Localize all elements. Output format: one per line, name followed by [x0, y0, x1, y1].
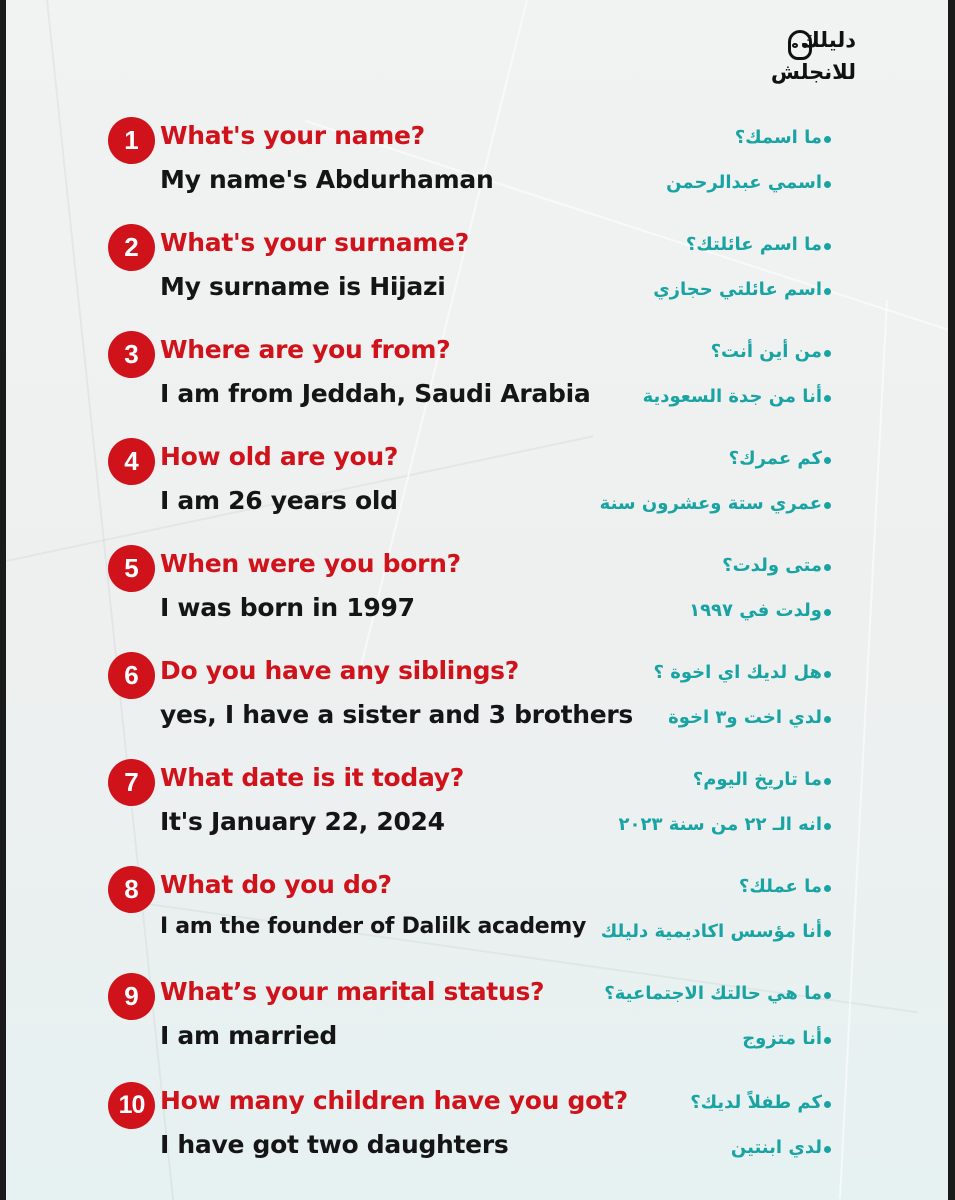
answer-text: I was born in 1997 [160, 593, 415, 622]
bullet-icon [824, 243, 831, 250]
qa-item [0, 864, 942, 964]
bullet-icon [824, 457, 831, 464]
answer-text: My name's Abdurhaman [160, 165, 494, 194]
qa-item [0, 1080, 942, 1180]
question-text: What do you do? [160, 870, 392, 899]
qa-item [0, 543, 942, 643]
number-badge: 4 [108, 438, 155, 485]
question-text: When were you born? [160, 549, 461, 578]
qa-item [0, 329, 942, 429]
arabic-question: ما اسمك؟ [734, 127, 822, 148]
number-badge: 1 [108, 117, 155, 164]
bullet-icon [824, 1037, 831, 1044]
arabic-question: متى ولدت؟ [722, 555, 822, 576]
arabic-question: ما عملك؟ [738, 876, 822, 897]
arabic-answer: انه الـ ٢٢ من سنة ٢٠٢٣ [618, 814, 822, 835]
bullet-icon [824, 288, 831, 295]
bullet-icon [824, 1146, 831, 1153]
arabic-question: ما تاريخ اليوم؟ [692, 769, 822, 790]
number-badge: 7 [108, 759, 155, 806]
bullet-icon [824, 502, 831, 509]
qa-item [0, 971, 942, 1071]
logo-text-line1: دليلك [800, 28, 856, 52]
number-badge: 2 [108, 224, 155, 271]
question-text: Where are you from? [160, 335, 451, 364]
number-badge: 8 [108, 866, 155, 913]
bullet-icon [824, 395, 831, 402]
bullet-icon [824, 778, 831, 785]
arabic-answer: أنا متزوج [742, 1028, 822, 1049]
arabic-question: من أين أنت؟ [710, 341, 822, 362]
bullet-icon [824, 181, 831, 188]
answer-text: I have got two daughters [160, 1130, 509, 1159]
number-badge: 9 [108, 973, 155, 1020]
question-text: What date is it today? [160, 763, 464, 792]
qa-item [0, 115, 942, 215]
arabic-question: هل لديك اي اخوة ؟ [653, 662, 822, 683]
arabic-answer: عمري ستة وعشرون سنة [599, 493, 822, 514]
arabic-answer: لدي ابنتين [730, 1137, 822, 1158]
arabic-question: ما اسم عائلتك؟ [685, 234, 822, 255]
bullet-icon [824, 671, 831, 678]
arabic-answer: أنا من جدة السعودية [642, 386, 822, 407]
question-text: Do you have any siblings? [160, 656, 519, 685]
answer-text: I am the founder of Dalilk academy [160, 914, 587, 939]
question-text: How old are you? [160, 442, 399, 471]
number-badge: 5 [108, 545, 155, 592]
bullet-icon [824, 136, 831, 143]
arabic-answer: ولدت في ١٩٩٧ [689, 600, 822, 621]
arabic-question: كم طفلاً لديك؟ [690, 1092, 822, 1113]
number-badge: 10 [108, 1082, 155, 1129]
qa-item [0, 757, 942, 857]
qa-item [0, 436, 942, 536]
qa-item [0, 222, 942, 322]
arabic-answer: اسمي عبدالرحمن [666, 172, 822, 193]
question-text: How many children have you got? [160, 1086, 628, 1115]
bullet-icon [824, 930, 831, 937]
bullet-icon [824, 885, 831, 892]
answer-text: I am 26 years old [160, 486, 398, 515]
arabic-answer: أنا مؤسس اكاديمية دليلك [600, 921, 822, 942]
number-badge: 6 [108, 652, 155, 699]
qa-item [0, 650, 942, 750]
bullet-icon [824, 1101, 831, 1108]
answer-text: I am married [160, 1021, 338, 1050]
brand-logo [770, 26, 856, 94]
question-text: What's your surname? [160, 228, 469, 257]
arabic-question: ما هي حالتك الاجتماعية؟ [604, 983, 822, 1004]
bullet-icon [824, 609, 831, 616]
bullet-icon [824, 716, 831, 723]
number-badge: 3 [108, 331, 155, 378]
question-text: What’s your marital status? [160, 977, 545, 1006]
answer-text: My surname is Hijazi [160, 272, 446, 301]
answer-text: yes, I have a sister and 3 brothers [160, 700, 633, 729]
answer-text: It's January 22, 2024 [160, 807, 445, 836]
answer-text: I am from Jeddah, Saudi Arabia [160, 379, 591, 408]
bullet-icon [824, 350, 831, 357]
bullet-icon [824, 564, 831, 571]
arabic-answer: لدي اخت و٣ اخوة [668, 707, 822, 728]
question-text: What's your name? [160, 121, 425, 150]
bullet-icon [824, 823, 831, 830]
logo-text-line2: للانجلش [770, 60, 856, 84]
arabic-answer: اسم عائلتي حجازي [653, 279, 822, 300]
arabic-question: كم عمرك؟ [728, 448, 822, 469]
bullet-icon [824, 992, 831, 999]
